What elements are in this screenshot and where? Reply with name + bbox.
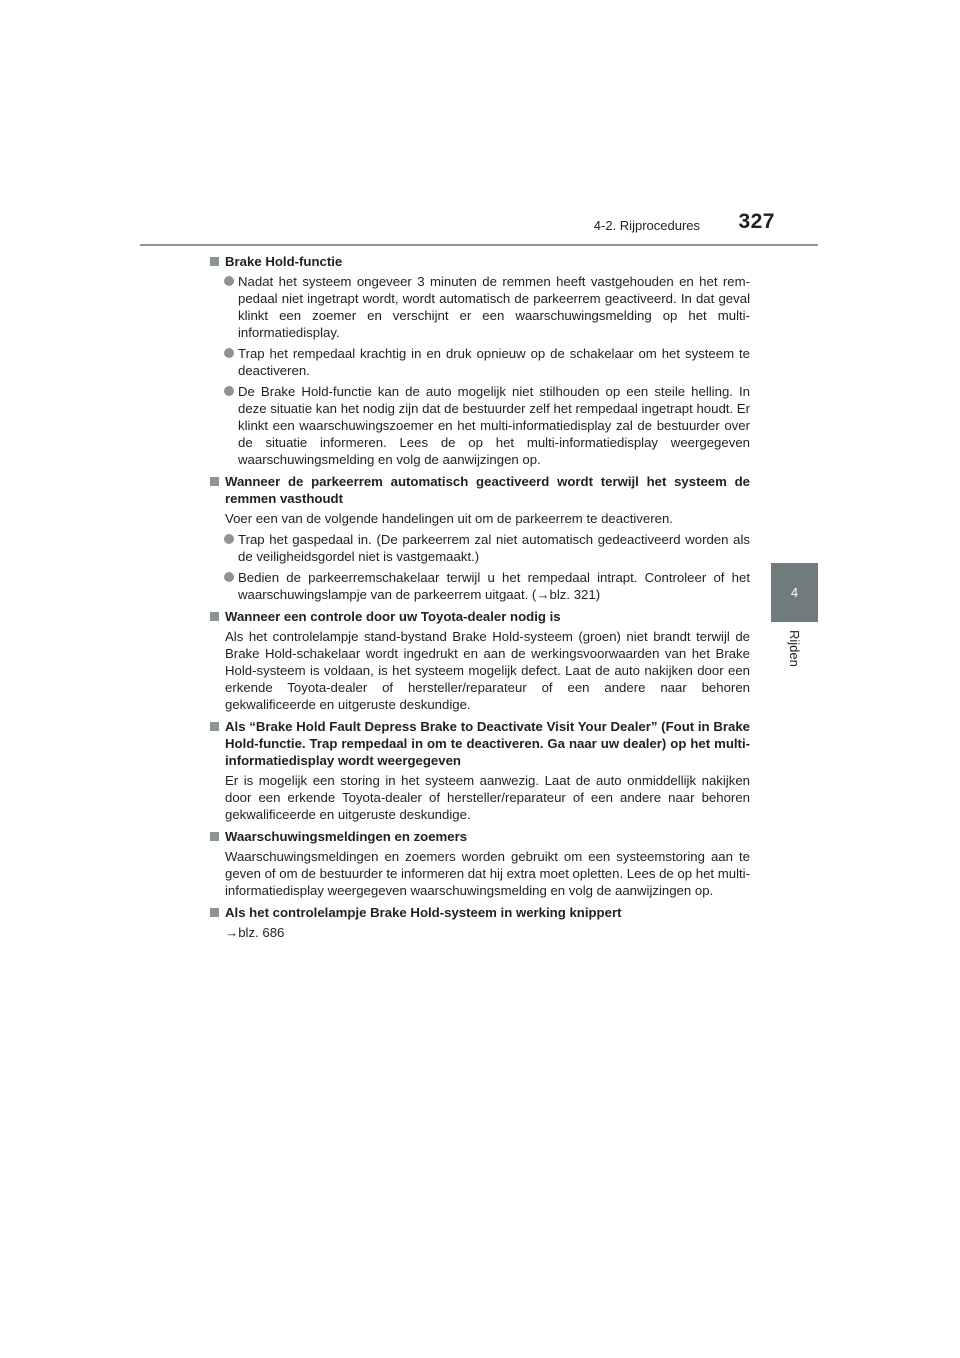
section-paragraph: Waarschuwingsmeldingen en zoemers worden gebruikt om een systeemstoring aan te geven of om de bestuurder te informeren dat hij extra moet opletten. Lees de op het multi-informatiedisplay weergegeven waarschuwingsmelding en volg de aanwijzingen op.	[225, 849, 750, 898]
circle-bullet-icon	[224, 572, 234, 582]
section-title-text: Wanneer de parkeerrem automatisch geactiveerd wordt terwijl het systeem de remmen vasthoudt	[225, 474, 750, 506]
page-reference: →blz. 686	[225, 925, 285, 940]
square-bullet-icon	[210, 257, 219, 266]
page-number: 327	[738, 210, 775, 233]
section-warnings-buzzers	[210, 828, 750, 899]
section-title-text: Waarschuwingsmeldingen en zoemers	[225, 829, 468, 844]
list-item-text: Trap het rempedaal krachtig in en druk opnieuw op de schakelaar om het systeem te deactiveren.	[238, 346, 750, 378]
list-item-text: Nadat het systeem ongeveer 3 minuten de remmen heeft vastgehouden en het rem-pedaal niet ingetrapt wordt, wordt automatisch de parkeerrem geactiveerd. In dat geval klinkt een zoemer en verschijnt er een waarschuwingsmelding op het multi-informatiedisplay.	[238, 274, 750, 340]
section-title-text: Als het controlelampje Brake Hold-systeem in werking knippert	[225, 905, 622, 920]
section-title	[210, 473, 750, 507]
section-paragraph: Er is mogelijk een storing in het systeem aanwezig. Laat de auto onmiddellijk nakijken door een erkende Toyota-dealer of hersteller/reparateur of een andere naar behoren gekwalificeerde en uitgeruste deskundige.	[225, 773, 750, 822]
section-fault-message	[210, 718, 750, 823]
square-bullet-icon	[210, 722, 219, 731]
chapter-tab: 4	[771, 563, 818, 622]
header-section-title: 4-2. Rijprocedures	[593, 218, 700, 233]
square-bullet-icon	[210, 832, 219, 841]
circle-bullet-icon	[224, 534, 234, 544]
list-item	[210, 531, 750, 565]
list-item	[210, 383, 750, 468]
section-title	[210, 904, 750, 921]
page-content	[210, 253, 750, 946]
list-item-text: Bedien de parkeerremschakelaar terwijl u het rempedaal intrapt. Controleer of het waarschuwingslampje van de parkeerrem uitgaat. (→blz. 321)	[238, 570, 750, 602]
section-paragraph: Voer een van de volgende handelingen uit om de parkeerrem te deactiveren.	[225, 511, 673, 526]
list-item	[210, 273, 750, 341]
list-item	[210, 345, 750, 379]
section-brake-hold-function	[210, 253, 750, 468]
chapter-label-text: Rijden	[787, 630, 802, 667]
section-title-text: Brake Hold-functie	[225, 254, 343, 269]
list-item-text: Trap het gaspedaal in. (De parkeerrem zal niet automatisch gedeactiveerd worden als de veiligheidsgordel niet is vastgemaakt.)	[238, 532, 750, 564]
section-title	[210, 718, 750, 769]
circle-bullet-icon	[224, 386, 234, 396]
section-title-text: Wanneer een controle door uw Toyota-dealer nodig is	[225, 609, 561, 624]
section-title	[210, 828, 750, 845]
square-bullet-icon	[210, 908, 219, 917]
circle-bullet-icon	[224, 348, 234, 358]
section-title	[210, 608, 750, 625]
list-item-text: De Brake Hold-functie kan de auto mogelijk niet stilhouden op een steile helling. In deze situatie kan het nodig zijn dat de bestuurder zelf het rempedaal ingetrapt houdt. Er klinkt een waarschuwingszoemer en het multi-informatiedisplay zal de bestuurder over de situatie informeren. Lees de op het multi-informatiedisplay weergegeven waarschuwingsmelding en volg de aanwijzingen op.	[238, 384, 750, 467]
list-item	[210, 569, 750, 603]
section-title-text: Als “Brake Hold Fault Depress Brake to Deactivate Visit Your Dealer” (Fout in Brake Hold-functie. Trap rempedaal in om te deactiveren. Ga naar uw dealer) op het multi-informatiedisplay wordt weergegeven	[225, 719, 750, 768]
chapter-label	[771, 622, 818, 702]
section-title	[210, 253, 750, 270]
square-bullet-icon	[210, 477, 219, 486]
header-rule	[140, 244, 818, 246]
section-dealer-check	[210, 608, 750, 713]
section-paragraph: Als het controlelampje stand-bystand Brake Hold-systeem (groen) niet brandt terwijl de Brake Hold-schakelaar wordt ingedrukt en aan de werkingsvoorwaarden van het Brake Hold-systeem is voldaan, is het systeem mogelijk defect. Laat de auto nakijken door een erkende Toyota-dealer of hersteller/reparateur of een andere naar behoren gekwalificeerde en uitgeruste deskundige.	[225, 629, 750, 712]
section-indicator-flashing	[210, 904, 750, 941]
square-bullet-icon	[210, 612, 219, 621]
section-auto-parking-brake	[210, 473, 750, 603]
circle-bullet-icon	[224, 276, 234, 286]
